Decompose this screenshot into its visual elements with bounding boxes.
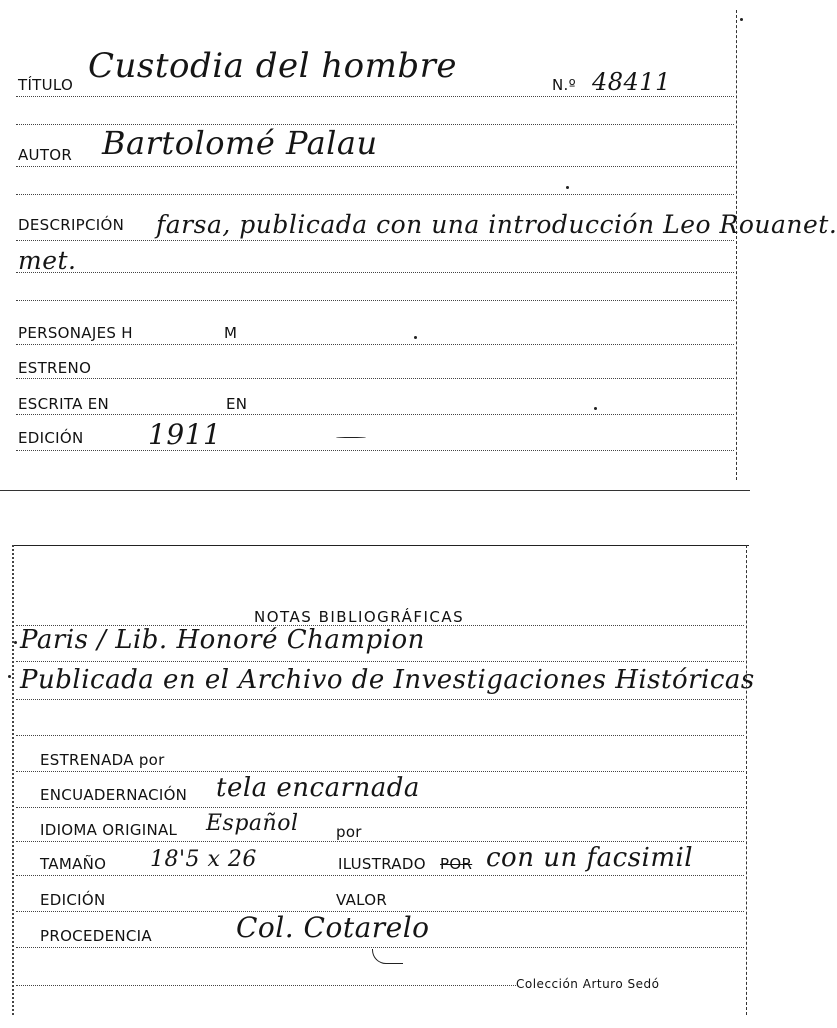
descripcion-label: DESCRIPCIÓN <box>18 216 125 234</box>
edicion-label: EDICIÓN <box>18 429 84 447</box>
personajes-m-label: M <box>224 324 238 342</box>
ilustrado-value: con un facsimil <box>486 843 694 873</box>
collection-stamp: Colección Arturo Sedó <box>516 977 660 991</box>
rule <box>16 807 744 808</box>
personajes-label: PERSONAJES H <box>18 324 133 342</box>
estreno-label: ESTRENO <box>18 359 92 377</box>
encuadernacion-label: ENCUADERNACIÓN <box>40 786 188 804</box>
speck <box>8 675 11 678</box>
edicion-value: 1911 <box>148 418 222 451</box>
pen-mark <box>372 949 403 964</box>
speck <box>740 18 743 21</box>
speck <box>566 186 569 189</box>
rule <box>16 414 734 415</box>
rule <box>16 240 734 241</box>
procedencia-label: PROCEDENCIA <box>40 927 152 945</box>
pen-mark <box>336 437 366 438</box>
rule <box>16 96 734 97</box>
procedencia-value: Col. Cotarelo <box>236 911 430 944</box>
edicion-label: EDICIÓN <box>40 891 106 909</box>
rule <box>16 947 744 948</box>
autor-label: AUTOR <box>18 146 73 164</box>
autor-value: Bartolomé Palau <box>102 124 378 162</box>
catalog-card-back <box>0 545 759 1028</box>
card-right-border <box>736 10 737 480</box>
tamano-value: 18'5 x 26 <box>150 847 257 872</box>
rule <box>16 194 734 195</box>
titulo-label: TÍTULO <box>18 76 74 94</box>
rule <box>16 771 744 772</box>
rule <box>16 272 734 273</box>
ilustrado-por-struck: POR <box>440 855 473 873</box>
estrenada-label: ESTRENADA por <box>40 751 165 769</box>
escrita-label: ESCRITA EN <box>18 395 110 413</box>
speck <box>14 641 17 644</box>
rule <box>16 450 734 451</box>
descripcion-value-line1: farsa, publicada con una introducción Leo Rouanet. <box>156 210 837 239</box>
nota-line-2: Publicada en el Archivo de Investigaciones Históricas <box>20 665 755 695</box>
card-bottom-border <box>0 490 750 491</box>
rule <box>16 300 734 301</box>
speck <box>594 407 597 410</box>
card-right-border <box>746 545 747 1015</box>
idioma-value: Español <box>206 811 299 836</box>
titulo-value: Custodia del hombre <box>88 46 458 86</box>
tamano-label: TAMAÑO <box>40 855 107 873</box>
card-left-border <box>12 545 14 1015</box>
rule <box>16 344 734 345</box>
encuadernacion-value: tela encarnada <box>216 773 420 803</box>
idioma-label: IDIOMA ORIGINAL <box>40 821 178 839</box>
valor-label: VALOR <box>336 891 388 909</box>
notas-heading: NOTAS BIBLIOGRÁFICAS <box>254 608 465 626</box>
rule <box>16 661 744 662</box>
idioma-por-label: por <box>336 823 362 841</box>
rule <box>16 875 744 876</box>
numero-value: 48411 <box>592 68 671 96</box>
rule <box>16 841 744 842</box>
numero-label: N.º <box>552 76 576 94</box>
rule <box>16 166 734 167</box>
descripcion-value-line2: met. <box>18 246 77 275</box>
escrita-en-label: EN <box>226 395 248 413</box>
speck <box>414 336 417 339</box>
rule <box>16 735 744 736</box>
rule <box>16 985 516 986</box>
card-top-border <box>12 545 749 546</box>
ilustrado-label: ILUSTRADO <box>338 855 426 873</box>
catalog-card-front <box>0 0 837 495</box>
nota-line-1: Paris / Lib. Honoré Champion <box>20 625 425 655</box>
rule <box>16 378 734 379</box>
rule <box>16 699 744 700</box>
